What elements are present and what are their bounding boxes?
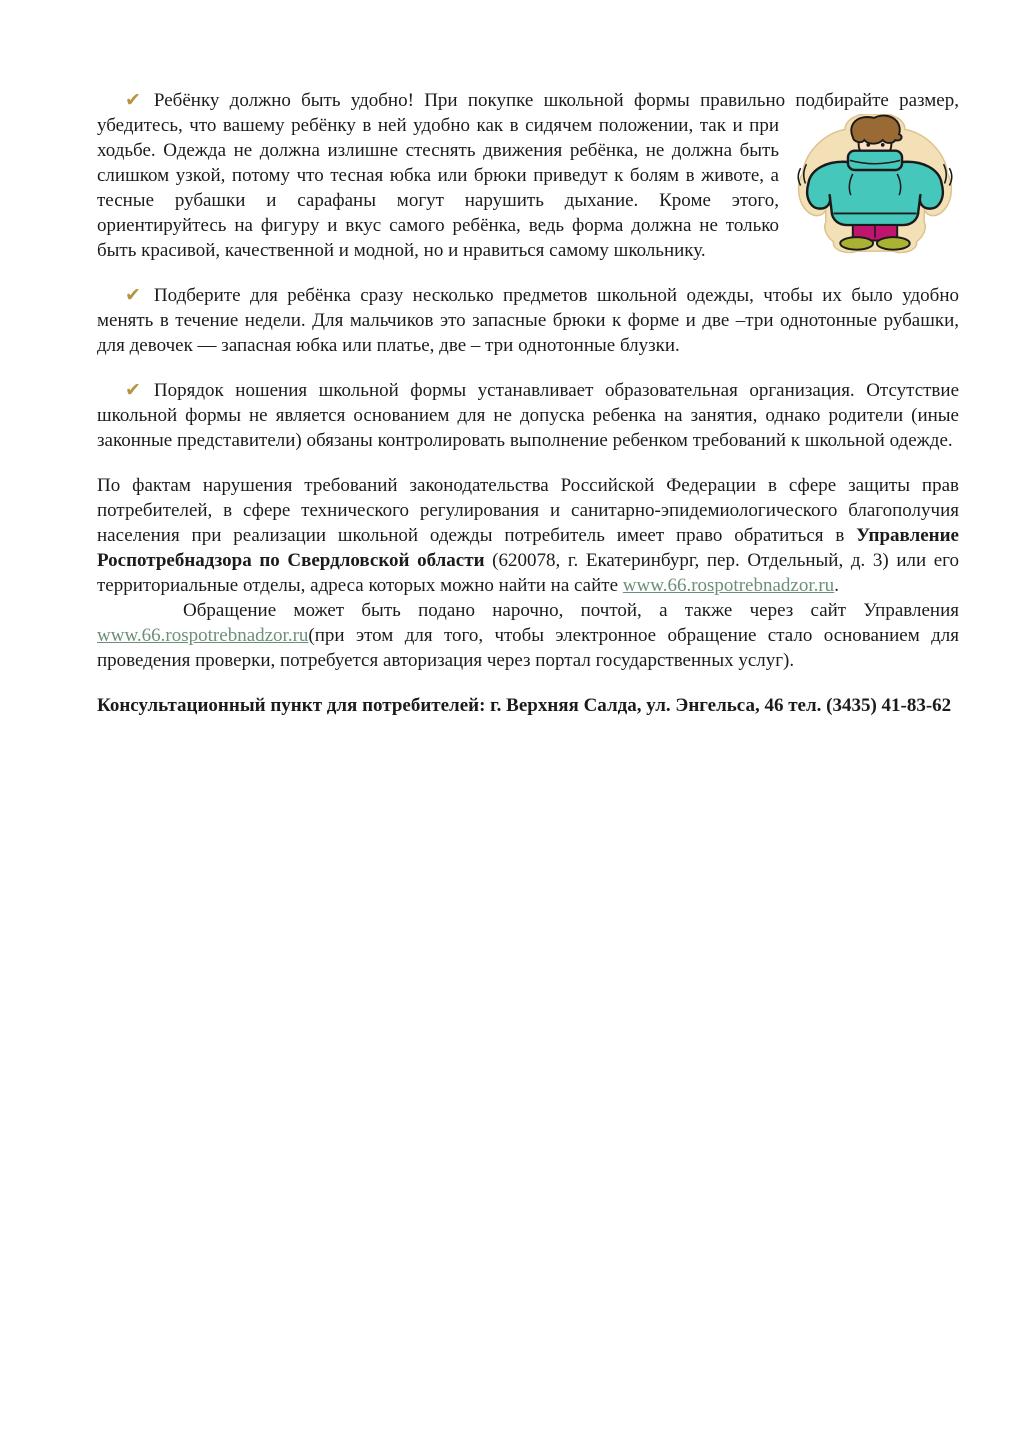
paragraph-several-items-text: Подберите для ребёнка сразу несколько предметов школьной одежды, чтобы их было удобно менять в течение недели. Для мальчиков это запасные брюки к форме и две –три однотонные рубашки, для девочек — запасная юбка или платье, две – три однотонные блузки. [97, 285, 959, 356]
paragraph-comfort-text: Ребёнку должно быть удобно! При покупке школьной формы правильно подбирайте размер, убедитесь, что вашему ребёнку в ней удобно как в сидячем положении, так и при ходьбе. Одежда не должна излишне стеснять движения ребёнка, не должна быть слишком узкой, потому что тесная юбка или брюки приведут к болям в животе, а тесные рубашки и сарафаны могут нарушить дыхание. Кроме этого, ориентируйтесь на фигуру и вкус самого ребёнка, ведь форма должна не только быть красивой, качественной и модной, но и нравиться самому школьнику. [97, 90, 959, 261]
paragraph-legal-lead: По фактам нарушения требований законодательства Российской Федерации в сфере защиты прав потребителей, в сфере технического регулирования и санитарно-эпидемиологического благополучия населения при реализации школьной одежды потребитель имеет право обратиться в [97, 475, 959, 546]
rospotrebnadzor-link-2[interactable]: www.66.rospotrebnadzor.ru [97, 625, 309, 646]
agency-name-bold: Управление Роспотребнадзора по Свердловской области [97, 525, 959, 571]
paragraph-comfort [97, 88, 959, 263]
paragraph-legal [97, 473, 959, 598]
paragraph-several-items [97, 283, 959, 358]
paragraph-appeal-tail: (при этом для того, чтобы электронное обращение стало основанием для проведения проверки, потребуется авторизация через портал государственных услуг). [97, 625, 959, 671]
left-shoe [840, 237, 873, 250]
checkmark-icon: ✔ [125, 380, 141, 401]
child-in-sweater-illustration [791, 114, 959, 254]
paragraph-appeal-lead: Обращение может быть подано нарочно, почтой, а также через сайт Управления [183, 600, 959, 621]
right-shoe [877, 237, 910, 250]
consultation-point-footer: Консультационный пункт для потребителей: г. Верхняя Салда, ул. Энгельса, 46 тел. (3435) 41-83-62 [97, 695, 952, 716]
paragraph-wearing-rules [97, 378, 959, 453]
document-content [97, 88, 959, 718]
right-eye [881, 143, 885, 147]
collar [848, 151, 902, 170]
paragraph-appeal [97, 598, 959, 673]
hair [851, 116, 901, 144]
checkmark-icon: ✔ [125, 285, 141, 306]
checkmark-icon: ✔ [125, 90, 141, 111]
rospotrebnadzor-link[interactable]: www.66.rospotrebnadzor.ru [622, 575, 835, 596]
paragraph-legal-mid: (620078, г. Екатеринбург, пер. Отдельный, д. 3) или его территориальные отделы, адреса которых можно найти на сайте [97, 550, 960, 596]
paragraph-wearing-rules-text: Порядок ношения школьной формы устанавливает образовательная организация. Отсутствие школьной формы не является основанием для не допуска ребенка на занятия, однако родители (иные законные представители) обязаны контролировать выполнение ребенком требований к школьной одежде. [97, 380, 959, 451]
paragraph-legal-tail: . [834, 575, 839, 596]
